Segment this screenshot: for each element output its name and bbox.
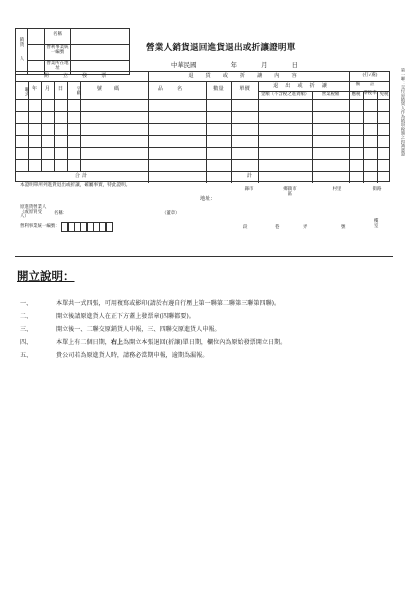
table-line: [231, 81, 232, 183]
instruction-item: [20, 350, 208, 359]
date-month-label: 月: [261, 61, 268, 69]
table-line: [16, 81, 389, 82]
col-amount-group: 退出或折讓: [273, 82, 334, 89]
address-unit-lane: 巷: [275, 225, 280, 230]
instruction-number: 二、: [20, 313, 33, 320]
table-line: [206, 81, 207, 183]
table-line: [41, 81, 42, 171]
address-unit-township: 鄉鎮市區: [283, 187, 297, 197]
instruction-text-post: 為開立本張退回(折讓)單日期，欄位內為原始發票開立日期。: [123, 339, 287, 346]
col-zero-rate: 零稅率: [363, 90, 377, 96]
col-quantity: 數量: [213, 86, 224, 92]
instruction-text: 貴公司若為原進貨人時，請務必當期申報，逾期為漏報。: [56, 352, 209, 359]
col-unit-price: 單價: [239, 86, 250, 92]
seller-divider: [27, 29, 28, 74]
table-line: [16, 111, 389, 112]
address-unit-village: 村里: [332, 187, 342, 192]
date-year-label: 年: [230, 61, 238, 69]
table-line: [16, 135, 389, 136]
seller-address-label: 營業所在地址: [46, 61, 69, 71]
section-divider: [15, 256, 393, 257]
instruction-text-pre: 本單上有二個日期，: [56, 339, 111, 346]
seller-group-label: 銷貨 人: [19, 38, 25, 63]
address-unit-road: 街路: [372, 187, 382, 192]
group-invoice-header: 開立發票: [43, 72, 121, 79]
check-mark-label: (打✓處): [362, 72, 378, 78]
instructions-title: 開立說明：: [17, 269, 75, 283]
buyer-block: [20, 205, 180, 220]
address-label: 地址：: [200, 196, 216, 202]
instruction-number: 一、: [20, 300, 33, 307]
instruction-item: [20, 298, 280, 307]
seller-row-line: [27, 44, 129, 45]
col-number: 號碼: [96, 86, 132, 92]
col-month: 月: [44, 86, 51, 92]
instruction-item: [20, 324, 221, 333]
instruction-text: 開立後請原進貨人在正下方蓋上發票章(四聯都要)。: [56, 313, 195, 320]
col-track: 字軌: [76, 86, 81, 95]
col-format: 聯式: [24, 86, 29, 96]
form-date-line: [171, 60, 298, 69]
table-line: [16, 99, 389, 100]
remark-label: 備註: [355, 82, 385, 87]
instruction-text: 開立後一、二聯交原銷貨人申報，三、四聯交原進貨人申報。: [56, 326, 221, 333]
form-title: 營業人銷貨退回進貨退出或折讓證明單: [146, 43, 296, 53]
seller-divider: [70, 29, 71, 74]
buyer-label: 原進貨營業人（或原買受人）: [20, 205, 47, 220]
instruction-number: 五、: [20, 352, 33, 359]
col-tax: 營業稅額: [321, 92, 340, 97]
return-allowance-table: [15, 71, 390, 182]
address-unit-section: 段: [243, 225, 248, 230]
table-line: [16, 147, 389, 148]
col-year: 年: [31, 86, 38, 92]
col-product: 品名: [157, 86, 197, 92]
buyer-name-label: 名稱：: [54, 211, 68, 216]
table-line: [363, 91, 364, 183]
instruction-item: [20, 337, 286, 346]
buyer-ban-boxes[interactable]: [62, 222, 113, 232]
table-line: [16, 159, 389, 160]
address-unit-county: 縣市: [244, 187, 254, 192]
instruction-number: 四、: [20, 339, 33, 346]
address-unit-floor: 樓室: [374, 219, 379, 229]
col-taxable: 應稅: [351, 92, 361, 97]
total-label-tail: 計: [246, 173, 252, 179]
copy-side-note: 第一聯：交付原銷貨人作為銷項稅額之扣減憑證: [401, 68, 406, 156]
seller-name-label: 名稱: [53, 32, 62, 37]
buyer-ban-label: 營利事業統一編號：: [20, 224, 60, 229]
table-line: [54, 81, 55, 171]
seal-label: （蓋章）: [162, 211, 180, 216]
seller-row-line: [27, 60, 129, 61]
instruction-number: 三、: [20, 326, 33, 333]
seller-info-box: [15, 28, 130, 75]
col-exempt: 免稅: [379, 92, 389, 97]
instruction-text: 本單共一式四張，可用複寫或影印(請於右邊自行壓上第一聯第二聯第三聯第四聯)。: [56, 300, 281, 307]
instruction-text-emphasis: 右上: [110, 339, 124, 346]
group-return-header: 退貨或折讓內容: [188, 72, 309, 79]
legal-statement: 本證明單所列進貨退出或折讓，確屬事實，特此證明。: [20, 183, 131, 188]
address-unit-number: 號: [341, 225, 346, 230]
seller-ban-label: 營利事業統一編號: [46, 45, 69, 55]
ban-digit-box[interactable]: [106, 222, 113, 232]
buyer-address-block: [200, 188, 390, 234]
address-unit-alley: 弄: [303, 225, 308, 230]
date-era-label: 中華民國: [171, 61, 197, 69]
table-line: [16, 123, 389, 124]
table-line: [377, 91, 378, 183]
col-amount: 金額（不含稅之進貨額）: [260, 92, 310, 97]
date-day-label: 日: [291, 61, 299, 69]
col-day: 日: [57, 86, 64, 92]
table-line: [312, 91, 313, 183]
instruction-item: [20, 311, 195, 320]
table-line: [349, 72, 350, 183]
total-label: 合計: [74, 173, 90, 179]
table-line: [16, 171, 389, 172]
